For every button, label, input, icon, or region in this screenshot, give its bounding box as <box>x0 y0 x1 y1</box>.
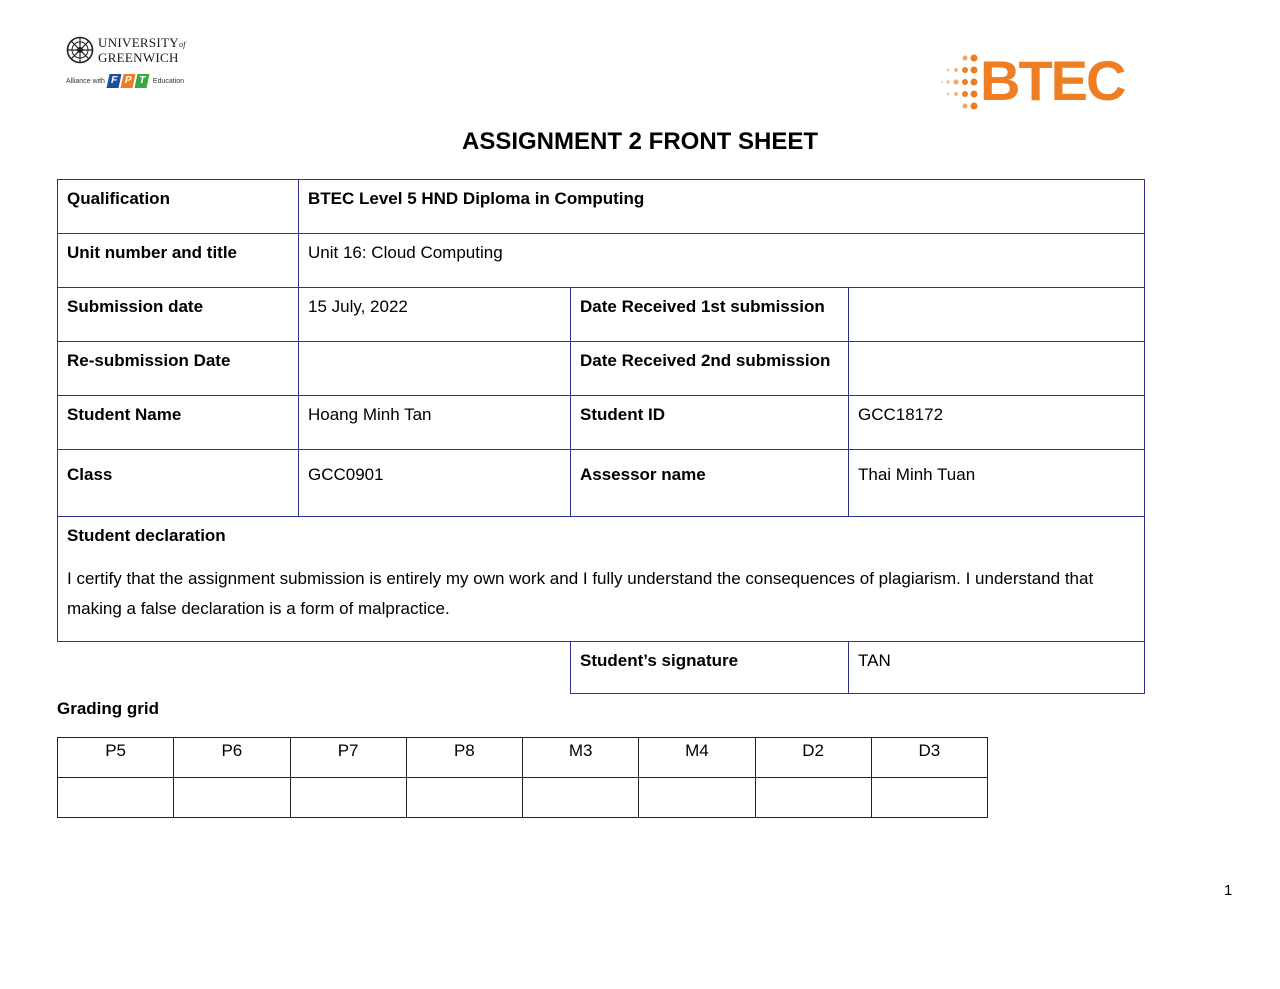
signature-value: TAN <box>849 642 1145 694</box>
result-cell <box>406 778 522 818</box>
page-number: 1 <box>1224 882 1233 899</box>
criterion-cell: P5 <box>58 738 174 778</box>
result-cell <box>523 778 639 818</box>
result-cell <box>755 778 871 818</box>
btec-wordmark: BTEC <box>980 49 1125 112</box>
student-row <box>58 396 1145 450</box>
unit-label: Unit number and title <box>58 234 299 288</box>
student-name-label: Student Name <box>58 396 299 450</box>
qualification-row <box>58 180 1145 234</box>
qualification-label: Qualification <box>58 180 299 234</box>
student-id-label: Student ID <box>571 396 849 450</box>
fpt-letter-p: P <box>120 74 135 88</box>
result-cell <box>58 778 174 818</box>
front-sheet-table <box>57 179 1145 694</box>
submission-date-value: 15 July, 2022 <box>299 288 571 342</box>
alliance-text: Alliance with <box>66 77 105 85</box>
btec-logo <box>940 50 1140 112</box>
result-row <box>58 778 988 818</box>
date-received-1-label: Date Received 1st submission <box>571 288 849 342</box>
criterion-cell: P7 <box>290 738 406 778</box>
criterion-cell: M4 <box>639 738 755 778</box>
class-value: GCC0901 <box>299 450 571 517</box>
student-name-value: Hoang Minh Tan <box>299 396 571 450</box>
date-received-1-value <box>849 288 1145 342</box>
fpt-blocks <box>108 74 150 88</box>
btec-dots-icon <box>940 50 980 112</box>
date-received-2-label: Date Received 2nd submission <box>571 342 849 396</box>
university-of-greenwich-logo <box>66 36 206 100</box>
declaration-label: Student declaration <box>67 526 226 545</box>
criterion-cell: P8 <box>406 738 522 778</box>
criterion-cell: P6 <box>174 738 290 778</box>
submission-row <box>58 288 1145 342</box>
result-cell <box>290 778 406 818</box>
page-title: ASSIGNMENT 2 FRONT SHEET <box>461 128 819 155</box>
class-row <box>58 450 1145 517</box>
declaration-text: I certify that the assignment submission is entirely my own work and I fully understand the consequences of plagiarism. I understand that making a false declaration is a form of malpractice. <box>67 569 1094 618</box>
declaration-cell <box>58 517 1145 642</box>
date-received-2-value <box>849 342 1145 396</box>
fpt-letter-t: T <box>134 74 149 88</box>
fpt-letter-f: F <box>106 74 121 88</box>
criteria-row <box>58 738 988 778</box>
result-cell <box>174 778 290 818</box>
qualification-value: BTEC Level 5 HND Diploma in Computing <box>299 180 1145 234</box>
unit-value: Unit 16: Cloud Computing <box>299 234 1145 288</box>
grading-grid-label: Grading grid <box>57 699 159 718</box>
resubmission-row <box>58 342 1145 396</box>
unit-row <box>58 234 1145 288</box>
student-id-value: GCC18172 <box>849 396 1145 450</box>
fpt-alliance-logo <box>66 74 206 88</box>
resubmission-value <box>299 342 571 396</box>
submission-date-label: Submission date <box>58 288 299 342</box>
greenwich-seal-icon <box>66 36 94 64</box>
assessor-value: Thai Minh Tuan <box>849 450 1145 517</box>
criterion-cell: M3 <box>523 738 639 778</box>
signature-spacer <box>58 642 571 694</box>
assessor-label: Assessor name <box>571 450 849 517</box>
signature-label: Student’s signature <box>571 642 849 694</box>
class-label: Class <box>58 450 299 517</box>
criterion-cell: D2 <box>755 738 871 778</box>
education-text: Education <box>152 77 185 85</box>
criterion-cell: D3 <box>871 738 987 778</box>
grading-grid-table <box>57 737 988 818</box>
university-name: UNIVERSITYof GREENWICH <box>98 35 186 65</box>
resubmission-label: Re-submission Date <box>58 342 299 396</box>
result-cell <box>639 778 755 818</box>
signature-row <box>58 642 1145 694</box>
result-cell <box>871 778 987 818</box>
declaration-row <box>58 517 1145 642</box>
